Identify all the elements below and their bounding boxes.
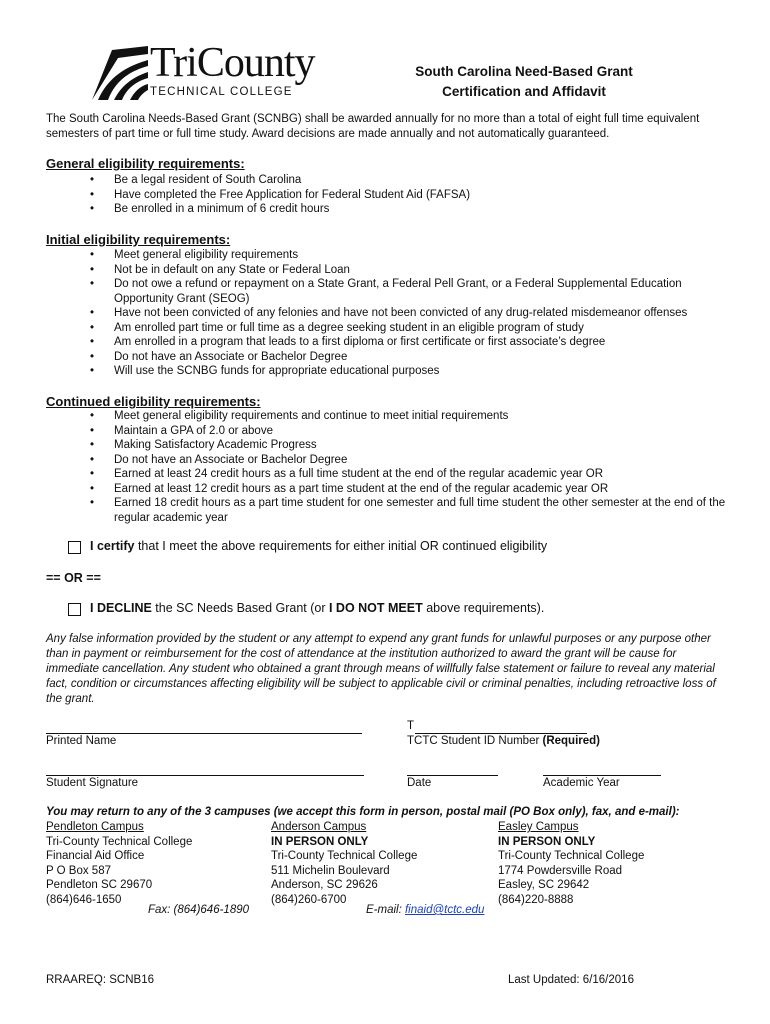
pendleton-campus — [46, 820, 192, 907]
decline-bold-1: I DECLINE — [90, 601, 152, 615]
signature-line[interactable] — [46, 775, 364, 776]
list-item: • Do not have an Associate or Bachelor Degree — [90, 453, 730, 468]
college-logo — [92, 40, 315, 102]
list-item: • Making Satisfactory Academic Progress — [90, 438, 730, 453]
continued-heading: Continued eligibility requirements: — [46, 394, 261, 409]
campus-line: Tri-County Technical College — [271, 850, 418, 862]
continued-list — [90, 409, 730, 525]
printed-name-line[interactable] — [46, 733, 362, 734]
campus-line: Anderson, SC 29626 — [271, 879, 378, 891]
title-line-1: South Carolina Need-Based Grant — [415, 64, 633, 79]
list-item: • Will use the SCNBG funds for appropriate educational purposes — [90, 364, 730, 379]
list-item: • Earned at least 12 credit hours as a part time student at the end of the regular academic year OR — [90, 482, 730, 497]
list-item: • Maintain a GPA of 2.0 or above — [90, 424, 730, 439]
logo-emblem-icon — [92, 44, 148, 100]
list-item: • Do not owe a refund or repayment on a State Grant, a Federal Pell Grant, or a Federal Supplemental Education Opportunity Grant (SEOG) — [90, 277, 730, 306]
list-item: • Meet general eligibility requirements — [90, 248, 730, 263]
campus-line: Tri-County Technical College — [46, 835, 193, 848]
list-item: • Be a legal resident of South Carolina — [90, 173, 730, 188]
logo-wordmark: TriCounty — [150, 40, 315, 86]
list-item: • Am enrolled in a program that leads to a first diploma or first certificate or first associate’s degree — [90, 335, 730, 350]
campus-line: Tri-County Technical College — [498, 850, 645, 862]
campus-line: 511 Michelin Boulevard — [271, 864, 390, 877]
decline-text-1: the SC Needs Based Grant (or — [151, 601, 329, 615]
decline-text-2: above requirements). — [422, 601, 545, 615]
list-item: • Have completed the Free Application for Federal Student Aid (FAFSA) — [90, 188, 730, 203]
student-id-label — [407, 735, 600, 747]
list-item: • Not be in default on any State or Federal Loan — [90, 263, 730, 278]
list-item: • Have not been convicted of any felonies and have not been convicted of any drug-related misdemeanor offenses — [90, 306, 730, 321]
or-divider: == OR == — [46, 571, 101, 585]
campus-name: Anderson Campus — [271, 821, 367, 833]
academic-year-line[interactable] — [543, 775, 661, 776]
fax-number: Fax: (864)646-1890 — [148, 904, 250, 916]
list-item: • Be enrolled in a minimum of 6 credit hours — [90, 202, 730, 217]
list-item: • Meet general eligibility requirements and continue to meet initial requirements — [90, 409, 730, 424]
campus-line: Easley, SC 29642 — [498, 879, 590, 891]
page-title — [400, 62, 648, 102]
campus-line: (864)220-8888 — [498, 893, 574, 906]
last-updated: Last Updated: 6/16/2016 — [508, 974, 634, 986]
easley-campus — [498, 820, 644, 907]
printed-name-label: Printed Name — [46, 735, 117, 747]
campus-line: IN PERSON ONLY — [271, 835, 369, 848]
list-item: • Earned 18 credit hours as a part time student for one semester and full time student the other semester at the end of the regular academic year — [90, 496, 730, 525]
date-line[interactable] — [407, 775, 498, 776]
email-link[interactable]: finaid@tctc.edu — [404, 904, 485, 916]
student-id-prefix: T — [407, 720, 415, 732]
certify-statement — [90, 539, 547, 553]
decline-checkbox[interactable] — [68, 603, 81, 616]
required-note: (Required) — [542, 735, 600, 747]
list-item: • Earned at least 24 credit hours as a full time student at the end of the regular academic year OR — [90, 467, 730, 482]
email-line — [366, 904, 484, 916]
date-label: Date — [407, 777, 432, 789]
form-code: RRAAREQ: SCNB16 — [46, 974, 155, 986]
initial-heading: Initial eligibility requirements: — [46, 232, 231, 247]
campus-line: IN PERSON ONLY — [498, 835, 596, 848]
title-line-2: Certification and Affidavit — [442, 84, 606, 99]
certify-text: that I meet the above requirements for either initial OR continued eligibility — [134, 539, 548, 553]
campus-line: Financial Aid Office — [46, 850, 145, 862]
campus-line: 1774 Powdersville Road — [498, 864, 623, 877]
campus-name: Pendleton Campus — [46, 821, 144, 833]
disclaimer-paragraph: Any false information provided by the student or any attempt to expend any grant funds for unlawful purposes or any purpose other than in payment or reimbursement for the cost of attendance at the institution authorized to award the grant will be cause for immediate cancellation. Any student who obtained a grant through means of willfully false statement or failure to reveal any material fact, condition or circumstances affecting eligibility will be subject to applicable civil or criminal penalties, including retroactive loss of the grant. — [46, 633, 716, 705]
initial-list — [90, 248, 730, 379]
campus-line: (864)260-6700 — [271, 893, 347, 906]
general-list — [90, 173, 730, 217]
decline-statement — [90, 601, 544, 615]
certify-checkbox[interactable] — [68, 541, 81, 554]
logo-subtitle: TECHNICAL COLLEGE — [150, 86, 293, 98]
campus-name: Easley Campus — [498, 821, 579, 833]
campus-line: Pendleton SC 29670 — [46, 879, 153, 891]
list-item: • Do not have an Associate or Bachelor Degree — [90, 350, 730, 365]
general-heading: General eligibility requirements: — [46, 156, 245, 171]
campus-line: (864)646-1650 — [46, 893, 122, 906]
academic-year-label: Academic Year — [543, 777, 620, 789]
student-id-text: TCTC Student ID Number — [407, 735, 543, 747]
intro-paragraph: The South Carolina Needs-Based Grant (SCNBG) shall be awarded annually for no more than a total of eight full time equivalent semesters of part time or full time study. Award decisions are made annually and not automatically guaranteed. — [46, 113, 700, 140]
campus-line: P O Box 587 — [46, 864, 111, 877]
decline-bold-2: I DO NOT MEET — [328, 601, 423, 615]
student-id-line[interactable] — [415, 733, 587, 734]
email-label: E-mail: — [366, 904, 405, 916]
signature-label: Student Signature — [46, 777, 139, 789]
return-note: You may return to any of the 3 campuses (we accept this form in person, postal mail (PO Box only), fax, and e-mail): — [46, 806, 680, 818]
list-item: • Am enrolled part time or full time as a degree seeking student in an eligible program of study — [90, 321, 730, 336]
anderson-campus — [271, 820, 417, 907]
certify-bold: I certify — [90, 539, 135, 553]
